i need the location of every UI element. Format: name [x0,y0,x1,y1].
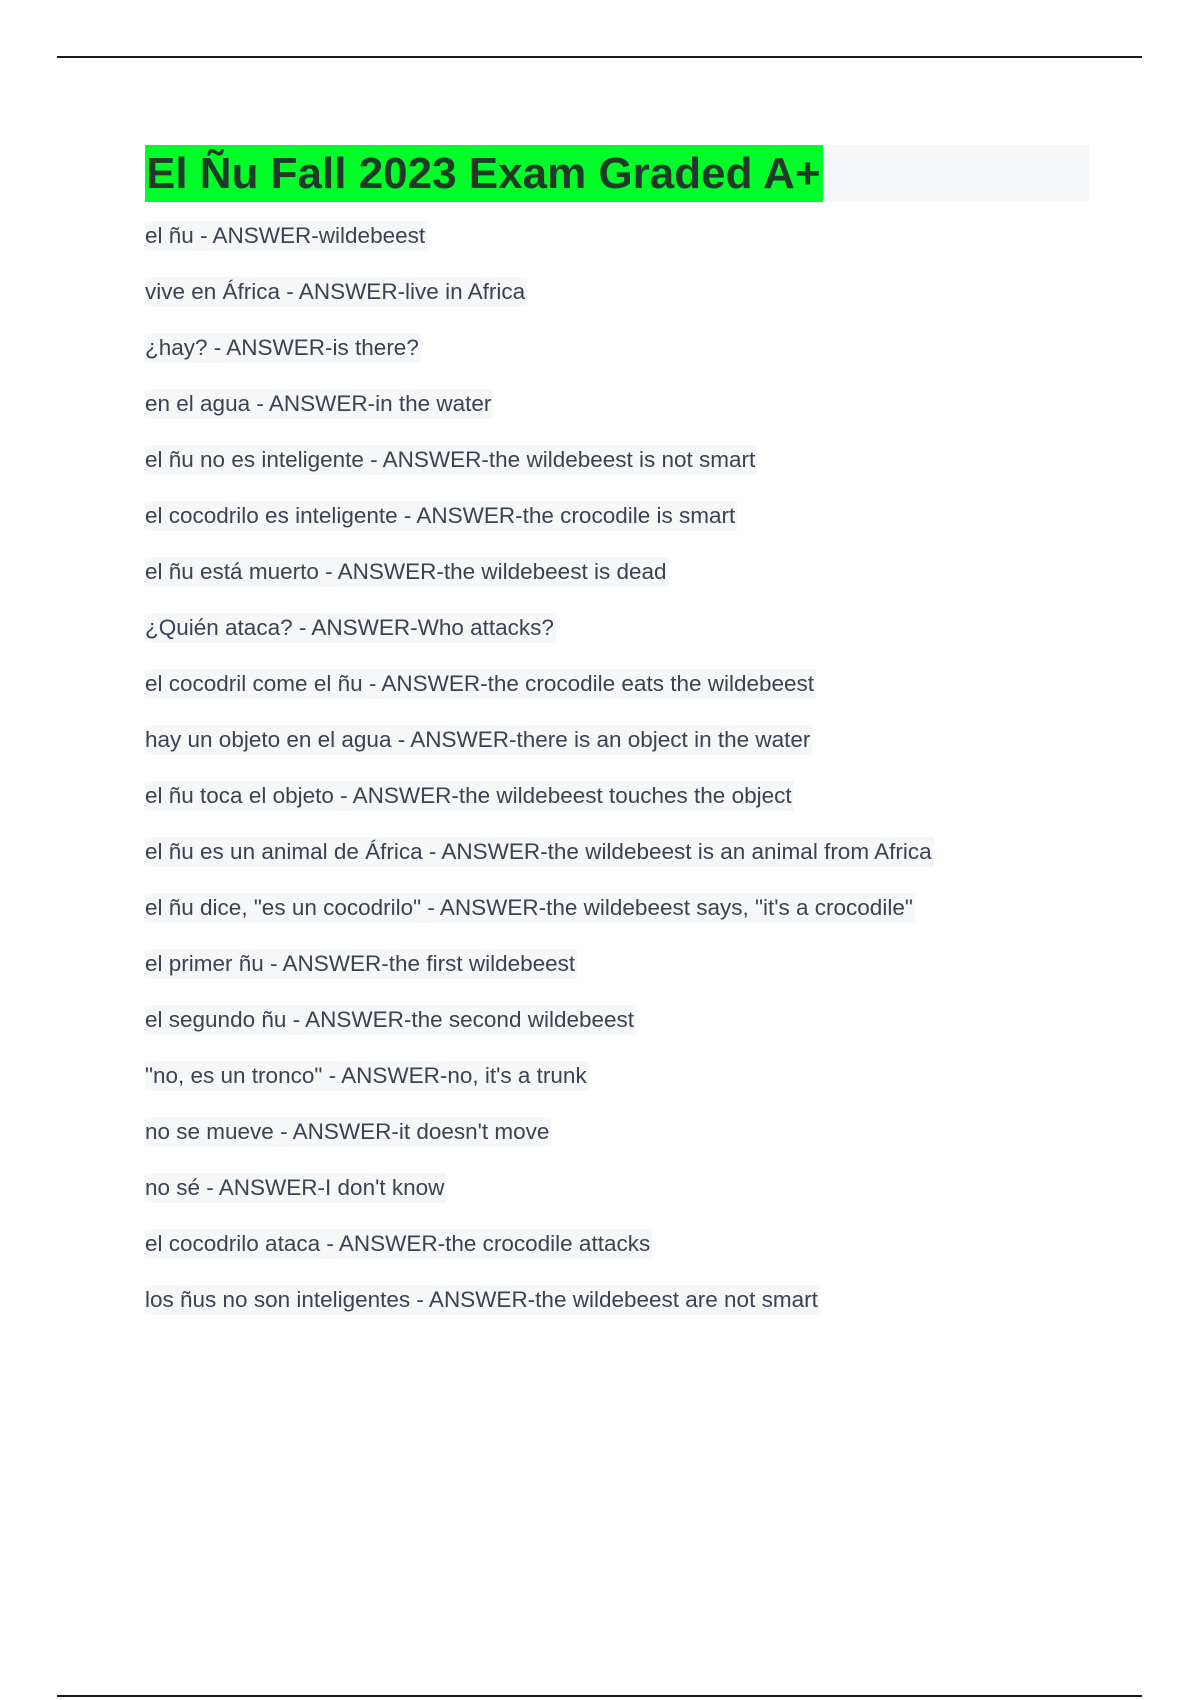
list-item-text: el segundo ñu - ANSWER-the second wildebeest [145,1005,636,1035]
list-item-text: el cocodrilo es inteligente - ANSWER-the crocodile is smart [145,501,737,531]
list-item [145,501,934,557]
list-item [145,557,934,613]
list-item-text: vive en África - ANSWER-live in Africa [145,277,527,307]
list-item-text: el ñu es un animal de África - ANSWER-the wildebeest is an animal from Africa [145,837,934,867]
list-item [145,389,934,445]
list-item-text: el ñu - ANSWER-wildebeest [145,221,427,251]
list-item [145,893,934,949]
list-item [145,1061,934,1117]
list-item-text: no se mueve - ANSWER-it doesn't move [145,1117,551,1147]
list-item-text: hay un objeto en el agua - ANSWER-there is an object in the water [145,725,812,755]
list-item [145,613,934,669]
list-item [145,333,934,389]
list-item-text: el cocodrilo ataca - ANSWER-the crocodile attacks [145,1229,652,1259]
list-item-text: los ñus no son inteligentes - ANSWER-the wildebeest are not smart [145,1285,820,1315]
list-item [145,949,934,1005]
list-item [145,445,934,501]
list-item [145,1005,934,1061]
list-item-text: "no, es un tronco" - ANSWER-no, it's a trunk [145,1061,589,1091]
list-item [145,1173,934,1229]
list-item [145,781,934,837]
list-item [145,1229,934,1285]
list-item [145,1117,934,1173]
list-item [145,669,934,725]
list-item [145,277,934,333]
list-item [145,221,934,277]
list-item-text: en el agua - ANSWER-in the water [145,389,493,419]
list-item [145,1285,934,1341]
list-item-text: el ñu dice, "es un cocodrilo" - ANSWER-the wildebeest says, "it's a crocodile" [145,893,915,923]
footer-rule [57,1695,1142,1697]
list-item-text: ¿Quién ataca? - ANSWER-Who attacks? [145,613,556,643]
list-item-text: el primer ñu - ANSWER-the first wildebeest [145,949,577,979]
list-item-text: el cocodril come el ñu - ANSWER-the crocodile eats the wildebeest [145,669,816,699]
list-item [145,725,934,781]
header-rule [57,56,1142,58]
list-item-text: el ñu no es inteligente - ANSWER-the wildebeest is not smart [145,445,757,475]
page-title: El Ñu Fall 2023 Exam Graded A+ [145,145,823,202]
list-item-text: el ñu está muerto - ANSWER-the wildebeest is dead [145,557,669,587]
answer-list [145,221,934,1341]
list-item-text: no sé - ANSWER-I don't know [145,1173,446,1203]
list-item-text: ¿hay? - ANSWER-is there? [145,333,421,363]
list-item [145,837,934,893]
list-item-text: el ñu toca el objeto - ANSWER-the wildebeest touches the object [145,781,794,811]
